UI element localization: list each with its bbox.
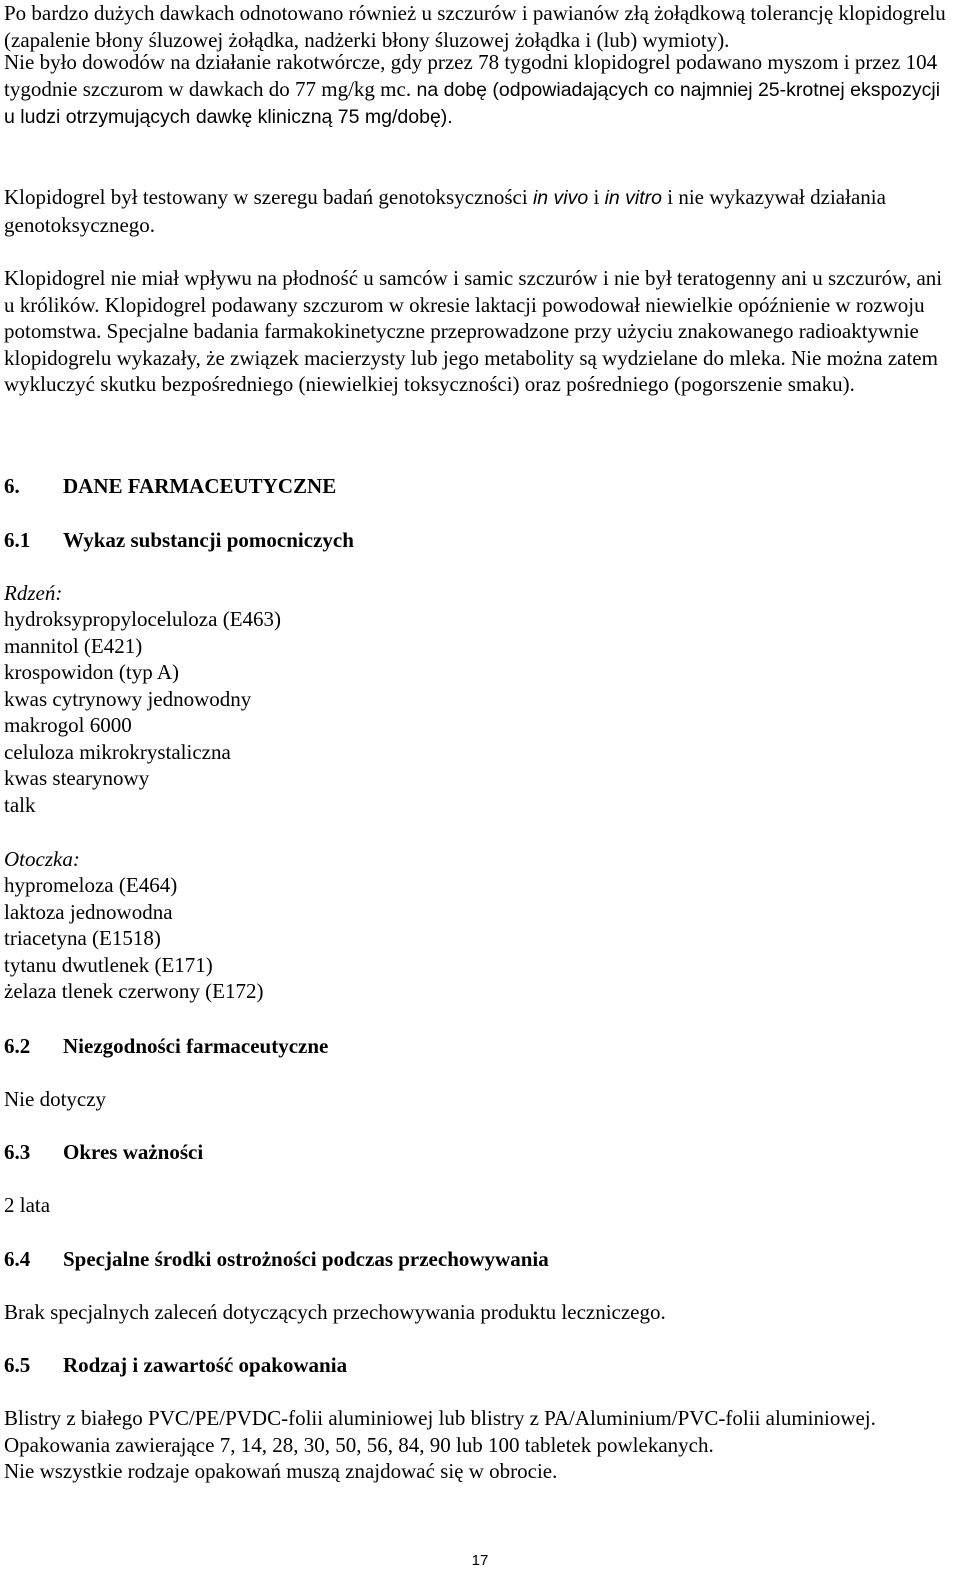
- paragraph-genotoxicity-part1: Klopidogrel był testowany w szeregu badań genotoksyczności: [4, 185, 533, 209]
- section-6-3-text: 2 lata: [4, 1193, 51, 1217]
- section-title: Specjalne środki ostrożności podczas przechowywania: [63, 1247, 549, 1271]
- section-6-2-heading: [4, 1033, 328, 1060]
- section-6-5-text: [4, 1405, 876, 1485]
- list-item: makrogol 6000: [4, 713, 132, 737]
- section-number: 6.5: [4, 1353, 31, 1377]
- section-number: 6.4: [4, 1247, 31, 1271]
- section-6-2-text: Nie dotyczy: [4, 1087, 107, 1111]
- list-item: tytanu dwutlenek (E171): [4, 952, 213, 977]
- list-item: kwas stearynowy: [4, 766, 150, 790]
- packaging-line: Blistry z białego PVC/PE/PVDC-folii aluminiowej lub blistry z PA/Aluminium/PVC-folii aluminiowej.: [4, 1406, 876, 1430]
- paragraph-carcinogenicity-part1: Nie było dowodów na działanie rakotwórcze, gdy przez 78 tygodni klopidogrel podawano myszom i przez 104 tygodnie szczurom w dawkach do 77 mg/kg mc.: [4, 50, 938, 101]
- section-6-4-text: Brak specjalnych zaleceń dotyczących przechowywania produktu leczniczego.: [4, 1300, 666, 1324]
- in-vivo-term: in vivo: [532, 187, 589, 209]
- list-item: krospowidon (typ A): [4, 660, 179, 684]
- paragraph-gastric-tolerance: Po bardzo dużych dawkach odnotowano również u szczurów i pawianów złą żołądkową tolerancję klopidogrelu (zapalenie błony śluzowej żołądka, nadżerki błony śluzowej żołądka i (lub) wymioty).: [4, 1, 946, 52]
- list-item: kwas cytrynowy jednowodny: [4, 686, 252, 711]
- paragraph-carcinogenicity: [4, 49, 954, 131]
- paragraph-genotoxicity-part2: i: [588, 185, 605, 209]
- list-item: talk: [4, 792, 36, 817]
- list-item: żelaza tlenek czerwony (E172): [4, 979, 264, 1003]
- section-title: Niezgodności farmaceutyczne: [63, 1034, 329, 1058]
- paragraph-genotoxicity-part3: i nie wykazywał działania genotoksycznego.: [4, 185, 886, 237]
- section-6-1-heading: [4, 527, 354, 554]
- core-excipient-list: [4, 606, 281, 818]
- in-vitro-term: in vitro: [604, 187, 663, 209]
- section-title: Wykaz substancji pomocniczych: [63, 528, 354, 552]
- list-item: hydroksypropyloceluloza (E463): [4, 607, 282, 631]
- section-title: Okres ważności: [63, 1140, 204, 1164]
- paragraph-genotoxicity: [4, 184, 954, 238]
- section-number: 6.: [4, 474, 20, 498]
- list-item: triacetyna (E1518): [4, 926, 161, 950]
- packaging-line: Opakowania zawierające 7, 14, 28, 30, 50, 56, 84, 90 lub 100 tabletek powlekanych.: [4, 1432, 714, 1457]
- page-number: 17: [471, 1552, 489, 1569]
- list-item: hypromeloza (E464): [4, 873, 178, 897]
- section-title: DANE FARMACEUTYCZNE: [63, 474, 337, 498]
- section-6-4-heading: [4, 1246, 549, 1273]
- section-number: 6.1: [4, 528, 31, 552]
- section-6-5-heading: [4, 1352, 347, 1379]
- core-label: Rdzeń:: [4, 581, 63, 605]
- list-item: laktoza jednowodna: [4, 899, 173, 924]
- list-item: mannitol (E421): [4, 633, 143, 658]
- section-6-heading: [4, 473, 336, 500]
- section-title: Rodzaj i zawartość opakowania: [63, 1353, 348, 1377]
- coating-label: Otoczka:: [4, 847, 80, 871]
- paragraph-fertility: Klopidogrel nie miał wpływu na płodność u samców i samic szczurów i nie był teratogenny ani u szczurów, ani u królików. Klopidogrel podawany szczurom w okresie laktacji powodował niewielkie opóźnienie w rozwoju potomstwa. Specjalne badania farmakokinetyczne przeprowadzone przy użyciu znakowanego radioaktywnie klopidogrelu wykazały, że związek macierzysty lub jego metabolity są wydzielane do mleka. Nie można zatem wykluczyć skutku bezpośredniego (niewielkiej toksyczności) oraz pośredniego (pogorszenie smaku).: [4, 266, 943, 396]
- paragraph-carcinogenicity-part2: na dobę (odpowiadających co najmniej 25-krotnej ekspozycji u ludzi otrzymujących dawkę kliniczną 75 mg/dobę).: [4, 78, 941, 128]
- section-number: 6.3: [4, 1140, 31, 1164]
- list-item: celuloza mikrokrystaliczna: [4, 739, 231, 764]
- section-6-3-heading: [4, 1139, 203, 1166]
- coating-excipient-list: [4, 872, 263, 1005]
- packaging-line: Nie wszystkie rodzaje opakowań muszą znajdować się w obrocie.: [4, 1459, 558, 1483]
- section-number: 6.2: [4, 1034, 31, 1058]
